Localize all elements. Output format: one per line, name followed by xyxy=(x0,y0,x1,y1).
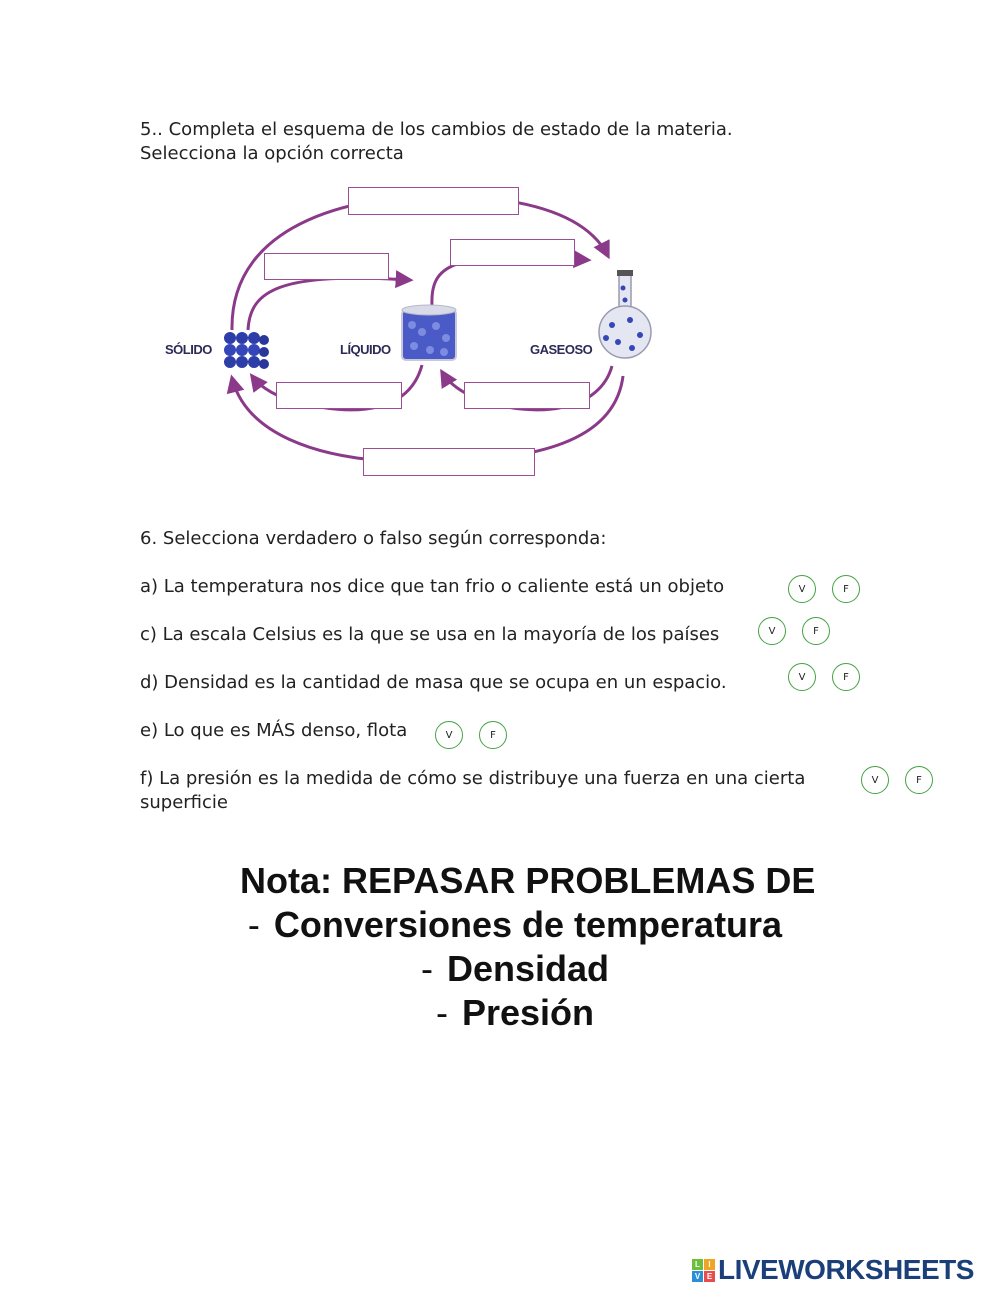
q6-item-f-false-option[interactable]: F xyxy=(905,766,933,794)
nota-dash: - xyxy=(435,992,448,1033)
solid-particles-icon xyxy=(224,332,269,369)
q6-item-f-text-line2: superficie xyxy=(140,792,228,813)
q6-item-d-false-option[interactable]: F xyxy=(832,663,860,691)
nota-item-label: Presión xyxy=(461,992,595,1033)
q6-item-a-false-option[interactable]: F xyxy=(832,575,860,603)
nota-item-label: Densidad xyxy=(446,948,610,989)
label-solid: SÓLIDO xyxy=(165,342,212,357)
nota-item-densidad xyxy=(0,948,1000,990)
q5-prompt-line2: Selecciona la opción correcta xyxy=(140,143,404,164)
label-liquid: LÍQUIDO xyxy=(340,342,391,357)
nota-dash: - xyxy=(247,904,260,945)
cycle-arrows xyxy=(160,180,680,490)
liquid-beaker-icon xyxy=(402,305,456,360)
q6-item-c-text: c) La escala Celsius es la que se usa en la mayoría de los países xyxy=(140,624,720,645)
q6-item-f-text: f) La presión es la medida de cómo se distribuye una fuerza en una cierta xyxy=(140,768,806,789)
q6-item-d-text: d) Densidad es la cantidad de masa que se ocupa en un espacio. xyxy=(140,672,727,693)
q6-item-c-true-option[interactable]: V xyxy=(758,617,786,645)
states-of-matter-diagram xyxy=(160,180,680,490)
label-gas: GASEOSO xyxy=(530,342,593,357)
answer-box-deposition[interactable] xyxy=(363,448,535,476)
q6-item-d-true-option[interactable]: V xyxy=(788,663,816,691)
liveworksheets-logo xyxy=(692,1254,974,1286)
q6-item-e-true-option[interactable]: V xyxy=(435,721,463,749)
answer-box-fusion[interactable] xyxy=(264,253,389,280)
nota-item-conversiones xyxy=(0,904,1000,946)
q5-prompt-line1: 5.. Completa el esquema de los cambios de estado de la materia. xyxy=(140,119,733,140)
q6-item-a-true-option[interactable]: V xyxy=(788,575,816,603)
q6-item-e-text: e) Lo que es MÁS denso, flota xyxy=(140,720,408,741)
nota-title: Nota: REPASAR PROBLEMAS DE xyxy=(240,860,816,901)
arrow-fusion xyxy=(248,278,410,330)
answer-box-sublimation[interactable] xyxy=(348,187,519,215)
answer-box-vaporization[interactable] xyxy=(450,239,575,266)
q6-title: 6. Selecciona verdadero o falso según corresponda: xyxy=(140,528,607,549)
q6-item-a-text: a) La temperatura nos dice que tan frio o caliente está un objeto xyxy=(140,576,725,597)
q6-item-c-false-option[interactable]: F xyxy=(802,617,830,645)
answer-box-solidification[interactable] xyxy=(276,382,402,409)
answer-box-condensation[interactable] xyxy=(464,382,590,409)
logo-badge-icon: L I V E xyxy=(692,1259,715,1282)
nota-item-presion xyxy=(0,992,1000,1034)
gas-flask-icon xyxy=(599,270,651,358)
q6-item-f-true-option[interactable]: V xyxy=(861,766,889,794)
logo-text: LIVEWORKSHEETS xyxy=(718,1254,974,1285)
nota-item-label: Conversiones de temperatura xyxy=(273,904,783,945)
nota-dash: - xyxy=(420,948,433,989)
q6-item-e-false-option[interactable]: F xyxy=(479,721,507,749)
